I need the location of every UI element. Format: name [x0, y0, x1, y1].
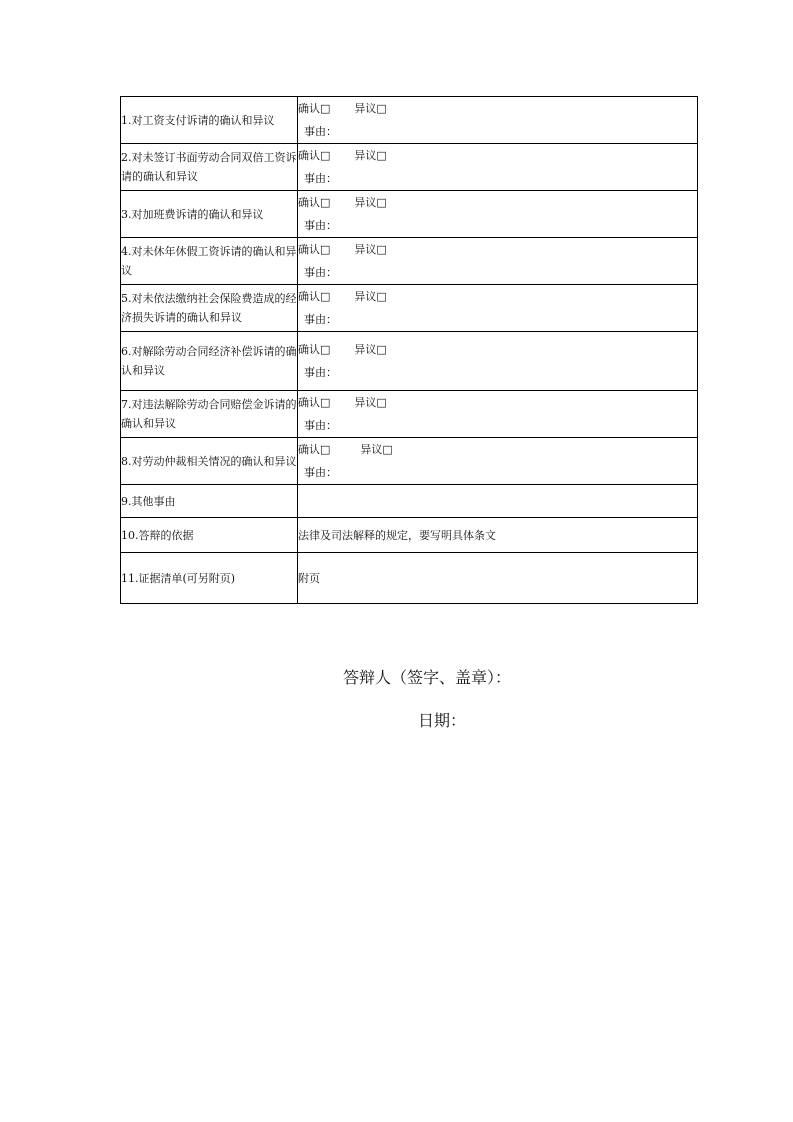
row-label-double-wage: 2.对未签订书面劳动合同双倍工资诉请的确认和异议 — [121, 144, 298, 191]
reason-label: 事由： — [304, 466, 337, 479]
date-label: 日期： — [418, 711, 467, 730]
confirm-checkbox[interactable]: 确认□ — [298, 443, 331, 456]
row-answer — [298, 391, 698, 438]
reason-label: 事由： — [304, 125, 337, 138]
row-label-overtime: 3.对加班费诉请的确认和异议 — [121, 191, 298, 238]
row-label-other-reasons: 9.其他事由 — [121, 485, 298, 518]
respondent-signature-label: 答辩人（签字、盖章）： — [343, 668, 512, 687]
dispute-checkbox[interactable]: 异议□ — [354, 102, 387, 115]
table-row — [121, 391, 698, 438]
table-row — [121, 97, 698, 144]
evidence-list-field[interactable]: 附页 — [298, 553, 698, 604]
defense-form-table — [120, 96, 698, 604]
confirm-checkbox[interactable]: 确认□ — [298, 243, 331, 256]
table-row — [121, 518, 698, 553]
row-answer — [298, 144, 698, 191]
reason-label: 事由： — [304, 419, 337, 432]
confirm-checkbox[interactable]: 确认□ — [298, 343, 331, 356]
dispute-checkbox[interactable]: 异议□ — [354, 396, 387, 409]
reason-label: 事由： — [304, 266, 337, 279]
confirm-checkbox[interactable]: 确认□ — [298, 196, 331, 209]
row-answer — [298, 191, 698, 238]
other-reasons-field[interactable] — [298, 485, 698, 518]
row-answer — [298, 97, 698, 144]
row-answer — [298, 238, 698, 285]
row-label-severance: 6.对解除劳动合同经济补偿诉请的确认和异议 — [121, 332, 298, 391]
row-label-illegal-termination: 7.对违法解除劳动合同赔偿金诉请的确认和异议 — [121, 391, 298, 438]
row-answer — [298, 332, 698, 391]
confirm-checkbox[interactable]: 确认□ — [298, 149, 331, 162]
table-row — [121, 485, 698, 518]
row-answer — [298, 438, 698, 485]
dispute-checkbox[interactable]: 异议□ — [354, 196, 387, 209]
dispute-checkbox[interactable]: 异议□ — [354, 343, 387, 356]
reason-label: 事由： — [304, 219, 337, 232]
confirm-checkbox[interactable]: 确认□ — [298, 290, 331, 303]
table-row — [121, 438, 698, 485]
reason-label: 事由： — [304, 172, 337, 185]
row-label-wage-payment: 1.对工资支付诉请的确认和异议 — [121, 97, 298, 144]
row-label-arbitration: 8.对劳动仲裁相关情况的确认和异议 — [121, 438, 298, 485]
row-answer — [298, 285, 698, 332]
table-row — [121, 553, 698, 604]
reason-label: 事由： — [304, 366, 337, 379]
defense-basis-field[interactable]: 法律及司法解释的规定，要写明具体条文 — [298, 518, 698, 553]
dispute-checkbox[interactable]: 异议□ — [354, 149, 387, 162]
dispute-checkbox[interactable]: 异议□ — [360, 443, 393, 456]
table-row — [121, 238, 698, 285]
confirm-checkbox[interactable]: 确认□ — [298, 396, 331, 409]
table-row — [121, 332, 698, 391]
table-row — [121, 191, 698, 238]
reason-label: 事由： — [304, 313, 337, 326]
row-label-evidence-list: 11.证据清单(可另附页) — [121, 553, 298, 604]
confirm-checkbox[interactable]: 确认□ — [298, 102, 331, 115]
row-label-social-insurance: 5.对未依法缴纳社会保险费造成的经济损失诉请的确认和异议 — [121, 285, 298, 332]
dispute-checkbox[interactable]: 异议□ — [354, 290, 387, 303]
table-row — [121, 285, 698, 332]
row-label-annual-leave: 4.对未休年休假工资诉请的确认和异议 — [121, 238, 298, 285]
table-row — [121, 144, 698, 191]
dispute-checkbox[interactable]: 异议□ — [354, 243, 387, 256]
row-label-defense-basis: 10.答辩的依据 — [121, 518, 298, 553]
